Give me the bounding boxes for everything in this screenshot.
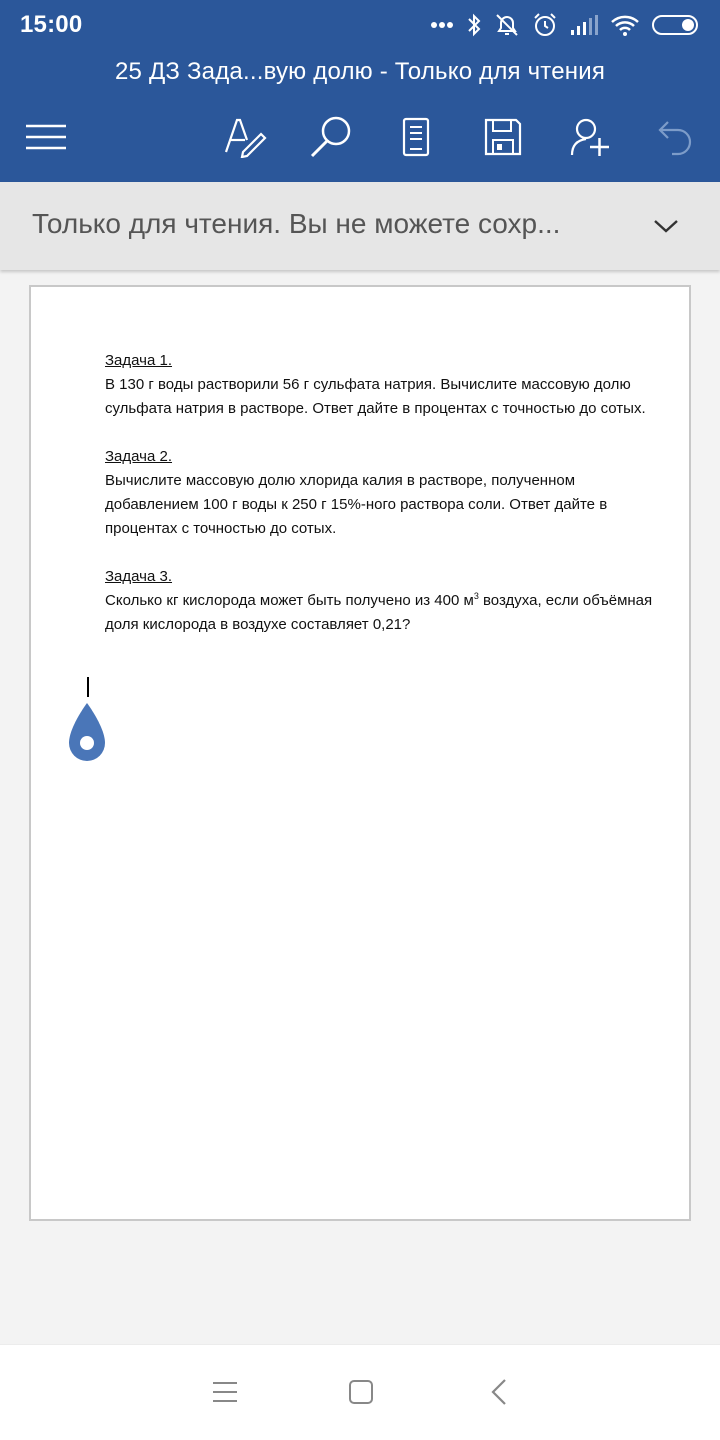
signal-icon [570,14,598,36]
home-icon [348,1379,374,1410]
menu-icon [24,123,68,151]
status-bar [0,0,720,48]
task-text-part: воздуха, если объёмная доля кислорода в воздухе составляет 0,21? [105,592,653,633]
superscript: 3 [473,591,479,601]
task-heading: Задача 2. [105,448,173,465]
status-time: 15:00 [20,11,83,38]
alarm-icon [532,12,558,38]
document-page[interactable] [29,285,691,1221]
undo-icon [656,118,694,156]
back-button[interactable] [482,1377,516,1411]
task-1 [105,349,665,421]
read-only-banner[interactable] [0,182,720,270]
status-icons [430,10,700,40]
search-button[interactable] [308,114,354,160]
save-button[interactable] [480,114,526,160]
cursor-handle-icon[interactable] [67,701,107,763]
task-text-part: Сколько кг кислорода может быть получено из 400 м [105,592,474,609]
alarm-off-icon [494,12,520,38]
recent-apps-button[interactable] [208,1377,242,1411]
wifi-icon [610,14,640,36]
share-button[interactable] [567,114,613,160]
battery-icon [652,14,700,36]
task-heading: Задача 1. [105,352,173,369]
text-cursor [87,677,89,697]
task-text: В 130 г воды растворили 56 г сульфата натрия. Вычислите массовую долю сульфата натрия в растворе. Ответ дайте в процентах с точностью до сотых. [105,376,646,417]
share-person-icon [569,117,611,157]
undo-button[interactable] [652,114,698,160]
home-button[interactable] [344,1377,378,1411]
toolbar [0,96,720,182]
task-text: Вычислите массовую долю хлорида калия в растворе, полученном добавлением 100 г воды к 250 г 15%-ного раствора соли. Ответ дайте в процентах с точностью до сотых. [105,472,608,537]
mobile-view-icon [402,117,430,157]
navigation-bar [0,1344,720,1440]
bluetooth-icon [466,13,482,37]
task-2 [105,445,665,541]
back-icon [489,1378,509,1411]
menu-button[interactable] [23,114,69,160]
document-title: 25 ДЗ Зада...вую долю - Только для чтения [114,58,606,85]
save-icon [484,118,522,156]
pen-text-icon [223,116,267,158]
task-heading: Задача 3. [105,568,173,585]
document-body [105,349,665,661]
more-dots-icon [430,21,454,29]
mobile-view-button[interactable] [393,114,439,160]
chevron-down-icon[interactable] [650,210,682,242]
edit-button[interactable] [222,114,268,160]
recent-apps-icon [212,1380,238,1409]
search-icon [309,115,353,159]
task-3 [105,565,665,637]
title-bar [0,48,720,96]
task-text [105,589,665,637]
read-only-message: Только для чтения. Вы не можете сохр... [32,208,561,239]
